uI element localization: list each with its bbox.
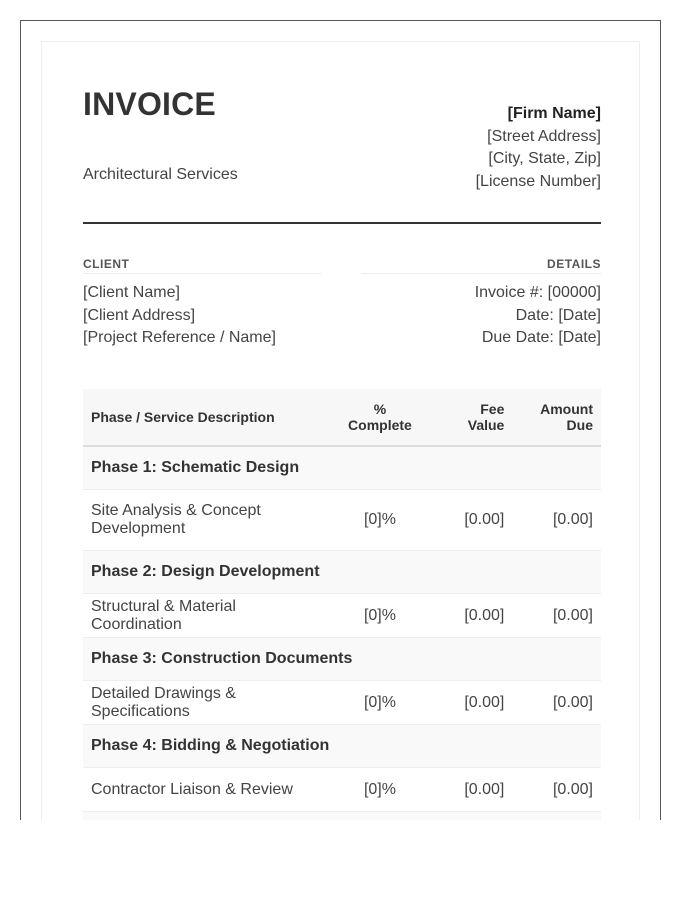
phase-title: Phase 4: Bidding & Negotiation bbox=[83, 725, 601, 768]
details-label-divider bbox=[361, 273, 601, 274]
phase-title-cut-off bbox=[83, 812, 601, 821]
table-row bbox=[83, 681, 601, 725]
firm-name: [Firm Name] bbox=[507, 105, 601, 122]
item-percent-complete: [0]% bbox=[335, 681, 424, 725]
table-row bbox=[83, 768, 601, 812]
header-divider bbox=[83, 222, 601, 224]
item-amount-due: [0.00] bbox=[512, 594, 601, 638]
header-percent-complete: % Complete bbox=[335, 389, 424, 446]
header-amount-due: Amount Due bbox=[512, 389, 601, 446]
item-fee-value: [0.00] bbox=[425, 681, 513, 725]
invoice-page bbox=[41, 41, 640, 820]
firm-street: [Street Address] bbox=[487, 127, 601, 145]
phase-title: Phase 3: Construction Documents bbox=[83, 638, 601, 681]
client-address: [Client Address] bbox=[83, 306, 196, 324]
line-items-table bbox=[83, 389, 601, 820]
invoice-details bbox=[475, 282, 601, 350]
item-percent-complete: [0]% bbox=[335, 490, 424, 551]
table-row bbox=[83, 594, 601, 638]
firm-city: [City, State, Zip] bbox=[488, 150, 601, 167]
invoice-number: Invoice #: [00000] bbox=[474, 284, 601, 301]
client-label-divider bbox=[83, 273, 321, 274]
header-fee-value: Fee Value bbox=[425, 389, 513, 446]
client-name: [Client Name] bbox=[83, 284, 180, 301]
invoice-due-date: Due Date: [Date] bbox=[481, 329, 601, 346]
item-description: Structural & Material Coordination bbox=[83, 594, 335, 638]
phase-row bbox=[83, 812, 601, 821]
item-description: Site Analysis & Concept Development bbox=[83, 490, 335, 551]
details-section-label: DETAILS bbox=[547, 257, 601, 271]
table-row bbox=[83, 490, 601, 551]
firm-license: [License Number] bbox=[475, 172, 601, 190]
phase-row bbox=[83, 551, 601, 594]
invoice-title: INVOICE bbox=[83, 86, 216, 122]
phase-row bbox=[83, 638, 601, 681]
item-description: Contractor Liaison & Review bbox=[83, 768, 335, 812]
item-amount-due: [0.00] bbox=[512, 768, 601, 812]
phase-title: Phase 1: Schematic Design bbox=[83, 446, 601, 490]
item-description: Detailed Drawings & Specifications bbox=[83, 681, 335, 725]
item-fee-value: [0.00] bbox=[425, 594, 513, 638]
client-project: [Project Reference / Name] bbox=[83, 329, 276, 346]
item-amount-due: [0.00] bbox=[512, 681, 601, 725]
invoice-subtitle: Architectural Services bbox=[83, 166, 238, 183]
invoice-date: Date: [Date] bbox=[515, 306, 601, 324]
phase-row bbox=[83, 725, 601, 768]
firm-info bbox=[476, 103, 601, 193]
client-info bbox=[83, 282, 276, 350]
document-frame bbox=[20, 20, 661, 820]
phase-title: Phase 2: Design Development bbox=[83, 551, 601, 594]
item-amount-due: [0.00] bbox=[512, 490, 601, 551]
item-percent-complete: [0]% bbox=[335, 594, 424, 638]
table-header-row bbox=[83, 389, 601, 446]
item-percent-complete: [0]% bbox=[335, 768, 424, 812]
item-fee-value: [0.00] bbox=[425, 768, 513, 812]
item-fee-value: [0.00] bbox=[425, 490, 513, 551]
header-description: Phase / Service Description bbox=[83, 389, 335, 446]
phase-row bbox=[83, 446, 601, 490]
client-section-label: CLIENT bbox=[83, 257, 130, 271]
